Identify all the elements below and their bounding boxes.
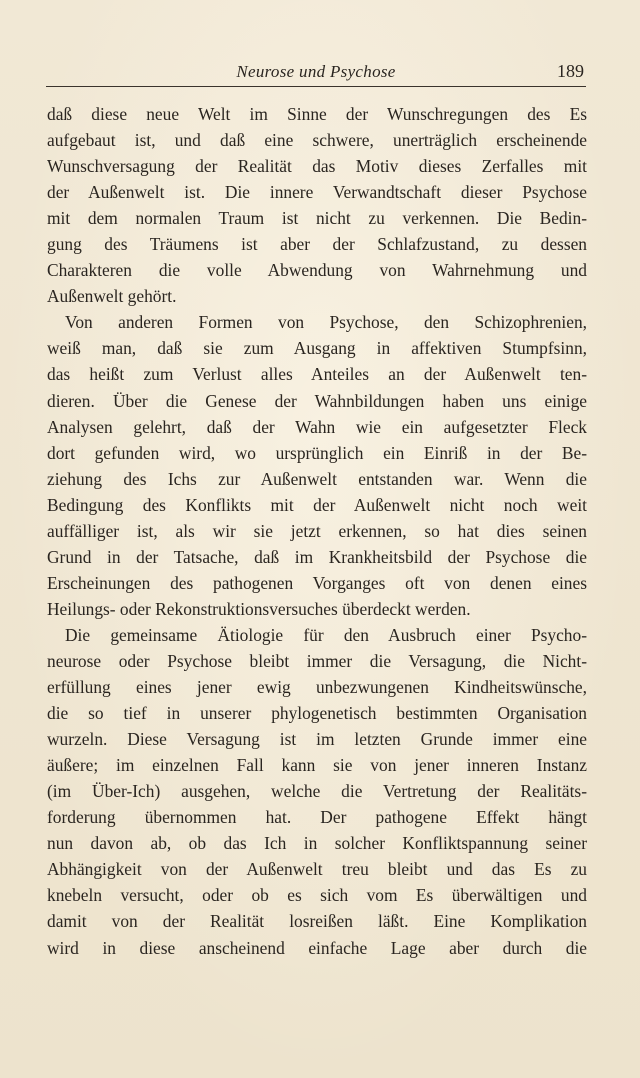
text-line: das heißt zum Verlust alles Anteiles an der Außenwelt ten- <box>47 364 587 385</box>
text-line: Außenwelt gehört. <box>47 286 177 307</box>
text-line: Charakteren die volle Abwendung von Wahrnehmung und <box>47 260 587 281</box>
text-line: Analysen gelehrt, daß der Wahn wie ein aufgesetzter Fleck <box>47 416 587 437</box>
text-line: (im Über-Ich) ausgehen, welche die Vertretung der Realitäts- <box>47 781 587 802</box>
text-line: wird in diese anscheinend einfache Lage aber durch die <box>47 937 587 958</box>
header-rule <box>46 86 586 87</box>
text-line: Grund in der Tatsache, daß im Krankheitsbild der Psychose die <box>47 546 587 567</box>
text-line: Abhängigkeit von der Außenwelt treu bleibt und das Es zu <box>47 859 587 880</box>
text-line: Erscheinungen des pathogenen Vorganges oft von denen eines <box>47 572 587 593</box>
text-line: knebeln versucht, oder ob es sich vom Es überwältigen und <box>47 885 587 906</box>
text-line: erfüllung eines jener ewig unbezwungenen Kindheitswünsche, <box>47 677 587 698</box>
text-line: damit von der Realität losreißen läßt. Eine Komplikation <box>47 911 587 932</box>
text-line: Heilungs- oder Rekonstruktionsversuches überdeckt werden. <box>47 598 471 619</box>
text-line: äußere; im einzelnen Fall kann sie von jener inneren Instanz <box>47 755 587 776</box>
text-line: nun davon ab, ob das Ich in solcher Konfliktspannung seiner <box>47 833 587 854</box>
text-line: Bedingung des Konflikts mit der Außenwelt nicht noch weit <box>47 494 587 515</box>
text-line: forderung übernommen hat. Der pathogene Effekt hängt <box>47 807 587 828</box>
text-line: gung des Träumens ist aber der Schlafzustand, zu dessen <box>47 234 587 255</box>
text-line: dort gefunden wird, wo ursprünglich ein Einriß in der Be- <box>47 442 587 463</box>
text-line: die so tief in unserer phylogenetisch bestimmten Organisation <box>47 703 587 724</box>
running-head <box>46 56 586 88</box>
text-line: wurzeln. Diese Versagung ist im letzten Grunde immer eine <box>47 729 587 750</box>
text-line: auffälliger ist, als wir sie jetzt erkennen, so hat dies seinen <box>47 520 587 541</box>
text-line: Wunschversagung der Realität das Motiv dieses Zerfalles mit <box>47 156 587 177</box>
text-line: Von anderen Formen von Psychose, den Schizophrenien, <box>65 312 587 333</box>
text-line: mit dem normalen Traum ist nicht zu verkennen. Die Bedin- <box>47 208 587 229</box>
running-title: Neurose und Psychose <box>236 62 396 81</box>
text-line: dieren. Über die Genese der Wahnbildungen haben uns einige <box>47 390 587 411</box>
text-line: ziehung des Ichs zur Außenwelt entstanden war. Wenn die <box>47 468 587 489</box>
page-number: 189 <box>557 61 584 81</box>
text-line: neurose oder Psychose bleibt immer die Versagung, die Nicht- <box>47 650 587 671</box>
text-line: der Außenwelt ist. Die innere Verwandtschaft dieser Psychose <box>47 182 587 203</box>
body-text <box>47 101 587 961</box>
text-line: weiß man, daß sie zum Ausgang in affektiven Stumpfsinn, <box>47 338 587 359</box>
text-line: aufgebaut ist, und daß eine schwere, unerträglich erscheinende <box>47 130 587 151</box>
text-line: daß diese neue Welt im Sinne der Wunschregungen des Es <box>47 104 587 124</box>
text-line: Die gemeinsame Ätiologie für den Ausbruch einer Psycho- <box>65 624 587 645</box>
